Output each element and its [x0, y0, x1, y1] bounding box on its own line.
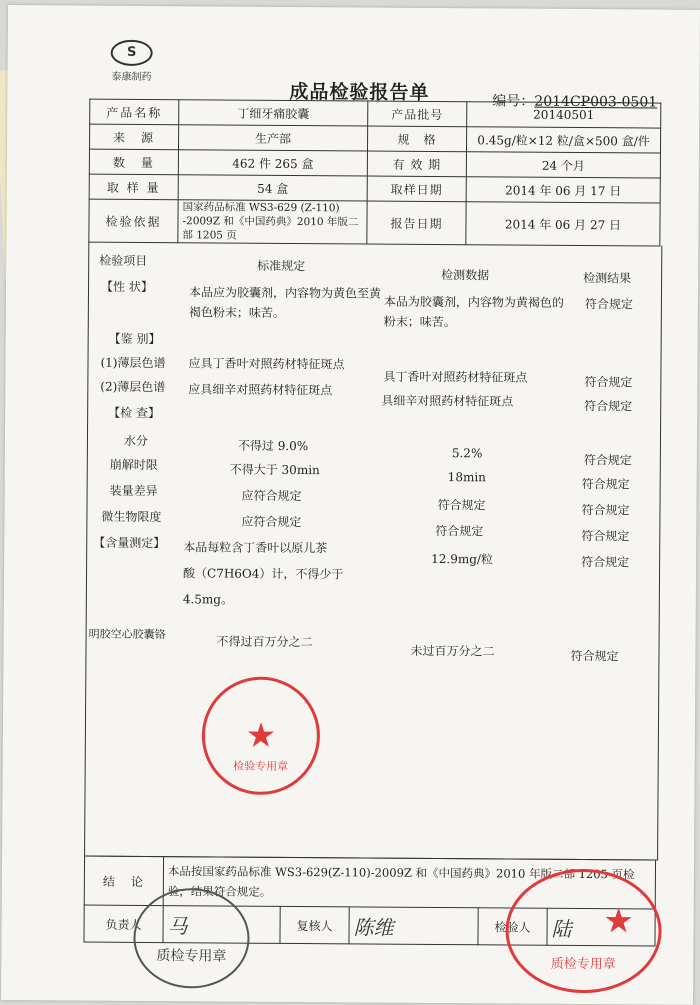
- spec-value: 0.45g/粒×12 粒/盒×500 盒/件: [466, 127, 660, 153]
- expiry-label: 有 效 期: [367, 151, 466, 177]
- gelatin-data: 未过百万分之二: [410, 643, 495, 659]
- inspection-stamp-text: 检验专用章: [233, 759, 289, 773]
- conclusion-text: 本品按国家药品标准 WS3-629(Z-110)-2009Z 和《中国药典》2010 年版二部 1205 页检验，结果符合规定。: [163, 857, 655, 909]
- microbial-item: 微生物限度: [101, 509, 162, 525]
- tlc2-result: 符合规定: [584, 399, 633, 414]
- assay-result: 符合规定: [581, 555, 630, 570]
- source-label: 来 源: [89, 124, 178, 150]
- inspection-stamp: [201, 676, 320, 795]
- report-number-value: 2014CP003-0501: [534, 93, 658, 111]
- assay-standard-line2: 酸（C7H6O4）计，不得少于: [182, 566, 344, 582]
- reviewer-label: 复核人: [280, 906, 349, 943]
- qc-stamp-gray-text: 质检专用章: [156, 948, 227, 965]
- star-icon: ★: [245, 715, 277, 756]
- expiry-value: 24 个月: [466, 152, 660, 178]
- weight-result: 符合规定: [581, 503, 630, 518]
- qc-stamp-gray: [133, 888, 250, 989]
- appearance-data: 本品为胶囊剂，内容物为黄褐色的粉末；味苦。: [383, 294, 564, 330]
- tlc1-standard: 应具丁香叶对照药材特征斑点: [188, 356, 345, 372]
- gelatin-result: 符合规定: [570, 648, 619, 664]
- table-row: [89, 199, 660, 246]
- logo-mark-icon: S: [111, 40, 153, 66]
- page-title: 成品检验报告单: [289, 80, 430, 104]
- basis-label: 检验依据: [89, 199, 178, 243]
- weight-data: 符合规定: [437, 498, 486, 513]
- disintegration-standard: 不得大于 30min: [229, 462, 320, 478]
- company-logo: [102, 40, 160, 83]
- col-header-standard: 标准规定: [257, 258, 306, 274]
- sample-label: 取 样 量: [89, 174, 178, 200]
- microbial-standard: 应符合规定: [241, 514, 302, 530]
- gelatin-item: 明胶空心胶囊铬: [88, 627, 166, 642]
- microbial-data: 符合规定: [435, 523, 484, 539]
- appearance-result: 符合规定: [584, 297, 633, 312]
- gelatin-standard: 不得过百万分之二: [216, 634, 313, 650]
- tlc1-item: (1)薄层色谱: [100, 355, 166, 371]
- disintegration-result: 符合规定: [581, 477, 630, 492]
- water-result: 符合规定: [583, 453, 632, 468]
- batch-label: 产品批号: [368, 101, 467, 127]
- section-assay: 【含量测定】: [93, 535, 166, 551]
- water-standard: 不得过 9.0%: [237, 438, 309, 454]
- section-inspection: 【检 查】: [108, 405, 161, 421]
- quantity-value: 462 件 265 盒: [178, 150, 367, 176]
- report-date-value: 2014 年 06 月 27 日: [466, 202, 660, 246]
- disintegration-data: 18min: [447, 470, 486, 485]
- water-item: 水分: [123, 433, 149, 448]
- assay-data: 12.9mg/粒: [431, 551, 494, 567]
- col-header-result: 检测结果: [583, 271, 632, 286]
- logo-text: 泰康制药: [111, 71, 152, 84]
- assay-standard-line3: 4.5mg。: [182, 592, 234, 607]
- sample-value: 54 盒: [178, 175, 367, 201]
- inspector-signature: 陆: [547, 908, 655, 946]
- basis-value: 国家药品标准 WS3-629 (Z-110) -2009Z 和《中国药典》2010 年版二部 1205 页: [178, 200, 367, 244]
- water-data: 5.2%: [451, 446, 483, 461]
- assay-standard-line1: 本品每粒含丁香叶以原儿茶: [183, 540, 328, 556]
- product-name-label: 产品名称: [90, 99, 179, 125]
- weight-standard: 应符合规定: [241, 488, 302, 504]
- quantity-label: 数 量: [89, 149, 178, 175]
- col-header-data: 检测数据: [441, 268, 490, 283]
- source-value: 生产部: [178, 125, 367, 151]
- section-identification: 【鉴 别】: [108, 331, 161, 347]
- tlc2-standard: 应具细辛对照药材特征斑点: [188, 382, 333, 398]
- microbial-result: 符合规定: [581, 529, 630, 544]
- report-paper: [1, 5, 700, 1005]
- sample-date-label: 取样日期: [367, 176, 466, 202]
- star-icon: ★: [603, 901, 634, 942]
- tlc2-data: 具细辛对照药材特征斑点: [381, 393, 514, 409]
- product-info-table: [88, 99, 661, 247]
- appearance-standard: 本品应为胶囊剂，内容物为黄色至黄褐色粉末；味苦。: [188, 285, 382, 320]
- col-header-item: 检验项目: [99, 253, 148, 268]
- report-date-label: 报告日期: [367, 201, 466, 245]
- responsible-label: 负责人: [84, 905, 163, 943]
- reviewer-signature: 陈维: [349, 907, 478, 945]
- qc-stamp-red: [505, 868, 662, 993]
- spec-label: 规 格: [367, 126, 466, 152]
- tlc1-data: 具丁香叶对照药材特征斑点: [383, 369, 528, 385]
- tlc2-item: (2)薄层色谱: [100, 379, 166, 395]
- batch-value: 20140501: [467, 102, 661, 128]
- conclusion-label: 结 论: [84, 856, 163, 906]
- sample-date-value: 2014 年 06 月 17 日: [466, 177, 660, 203]
- section-appearance: 【性 状】: [100, 279, 153, 295]
- disintegration-item: 崩解时限: [109, 457, 158, 473]
- responsible-signature: 马: [163, 906, 280, 944]
- tlc1-result: 符合规定: [584, 375, 633, 390]
- test-results-area: [84, 242, 662, 861]
- report-number-label: 编号：: [492, 93, 535, 110]
- weight-item: 装量差异: [109, 483, 158, 499]
- inspector-label: 检验人: [478, 908, 547, 945]
- qc-stamp-red-text: 质检专用章: [550, 956, 616, 973]
- product-name-value: 丁细牙痛胶囊: [179, 100, 368, 126]
